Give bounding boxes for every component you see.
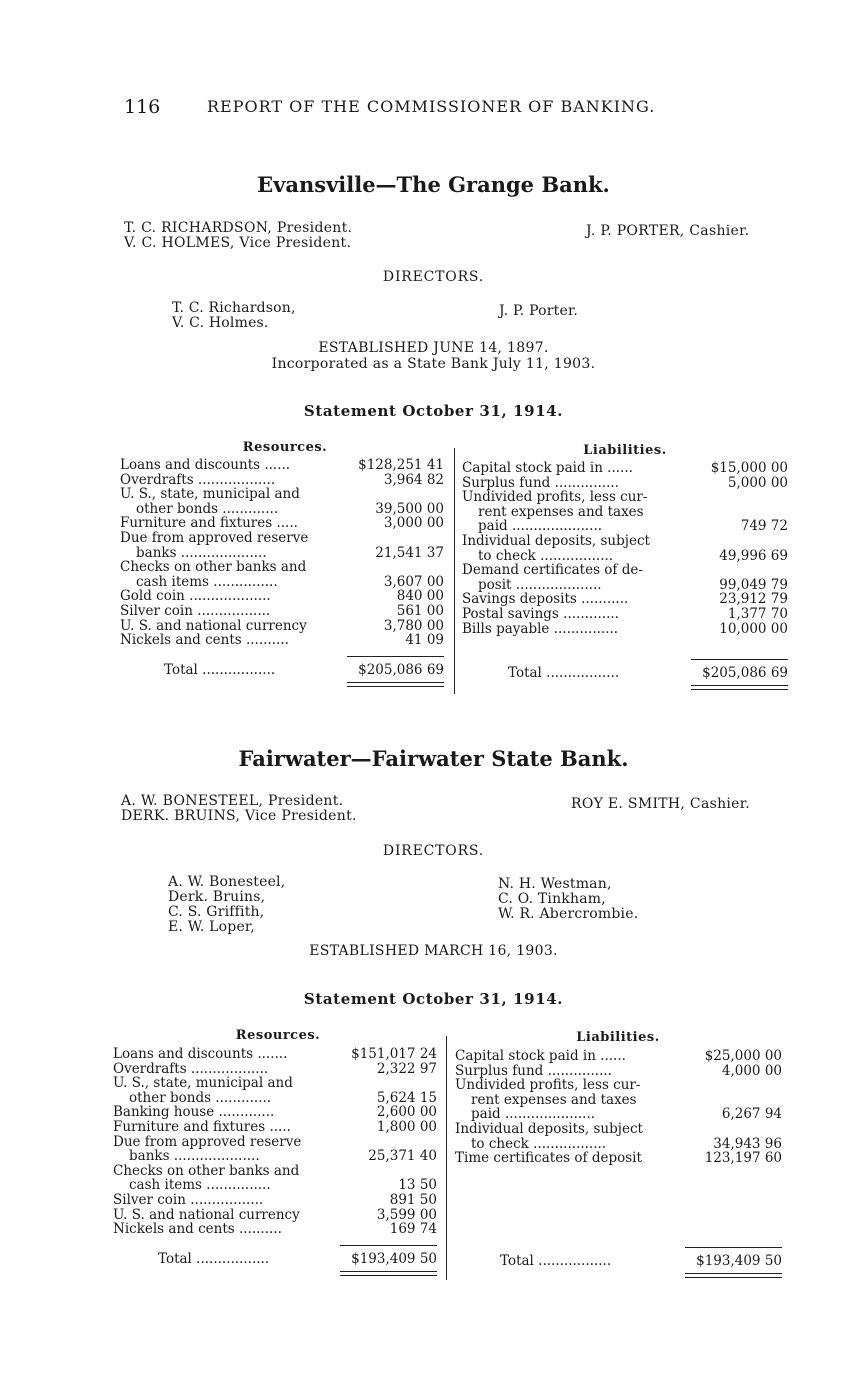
officers-left [121,794,357,824]
total-label: Total ................. [164,662,276,678]
ledger-label: paid ..................... [471,1107,596,1122]
ledger-label: rent expenses and taxes [471,1092,637,1108]
ledger-row [462,549,788,564]
ledger-amount: 34,943 96 [713,1135,782,1152]
ledger-row [462,592,788,607]
liabilities-total-row [500,1253,782,1269]
double-rule-bottom [347,686,444,687]
ledger-row [113,1091,437,1106]
bank-title: Fairwater—Fairwater State Bank. [238,746,629,771]
ledger-row [120,516,444,531]
ledger-row [462,461,788,476]
ledger-amount: 3,607 00 [383,573,444,590]
officer-cashier: ROY E. SMITH, Cashier. [571,796,750,812]
double-rule-bottom [340,1275,437,1276]
ledger-label: Overdrafts .................. [113,1061,269,1077]
director-name: C. O. Tinkham, [498,891,606,907]
ledger-amount: 99,049 79 [719,576,788,593]
ledger-label: to check ................. [471,1136,607,1152]
ledger-label: Bills payable ............... [462,621,619,637]
ledger-label: Gold coin ................... [120,589,271,604]
ledger-amount: 3,964 82 [383,471,444,488]
ledger-amount: 3,780 00 [383,617,444,634]
directors-heading: DIRECTORS. [382,843,485,859]
director-name: J. P. Porter. [499,303,578,319]
double-rule-top [347,682,444,683]
ledger-label: Surplus fund ............... [462,475,619,491]
officer-cashier: J. P. PORTER, Cashier. [586,223,750,239]
ledger-label: Silver coin ................. [120,603,271,619]
ledger-row [455,1078,782,1093]
resources-ledger [120,458,444,648]
resources-heading: Resources. [235,1028,321,1043]
total-amount: $193,409 50 [696,1253,782,1269]
officer-vice-president: V. C. HOLMES, Vice President. [124,235,352,251]
subtotal-rule [691,659,788,660]
established-note [0,340,867,372]
directors-right [499,304,578,319]
directors-left [172,301,296,331]
subtotal-rule [347,656,444,657]
ledger-label: Capital stock paid in ...... [462,461,633,476]
ledger-label: U. S. and national currency [120,618,307,634]
ledger-label: Checks on other banks and [113,1163,300,1179]
ledger-label: Loans and discounts ....... [113,1047,288,1062]
ledger-row [455,1122,782,1137]
ledger-label: to check ................. [478,548,614,564]
ledger-label: Capital stock paid in ...... [455,1049,626,1064]
statement-title: Statement October 31, 1914. [303,402,564,420]
ledger-row [455,1137,782,1152]
ledger-row [462,519,788,534]
ledger-amount: 10,000 00 [719,620,788,637]
ledger-label: cash items ............... [136,574,278,590]
ledger-amount: 840 00 [396,588,444,605]
ledger-row [455,1049,782,1064]
ledger-row [462,622,788,637]
director-name: V. C. Holmes. [172,315,269,331]
ledger-amount: 169 74 [389,1221,437,1238]
ledger-label: Banking house ............. [113,1105,275,1120]
ledger-row [462,563,788,578]
ledger-row [120,473,444,488]
ledger-label: Undivided profits, less cur- [462,490,648,505]
double-rule-top [340,1271,437,1272]
ledger-label: Savings deposits ........... [462,592,629,607]
ledger-label: Overdrafts .................. [120,472,276,488]
double-rule-bottom [691,689,788,690]
ledger-amount: 39,500 00 [375,500,444,517]
running-head [0,96,867,122]
director-name: T. C. Richardson, [172,300,296,316]
ledger-label: Due from approved reserve [120,530,309,546]
ledger-amount: 561 00 [396,602,444,619]
ledger-row [113,1164,437,1179]
ledger-row [462,490,788,505]
ledger-label: banks .................... [136,545,267,561]
subtotal-rule [685,1247,782,1248]
incorporated-line: Incorporated as a State Bank July 11, 1903. [271,356,596,372]
ledger-label: other bonds ............. [136,501,279,517]
ledger-row [120,633,444,648]
ledger-amount: $15,000 00 [710,460,788,476]
ledger-row [120,546,444,561]
ledger-amount: 2,322 97 [376,1060,437,1077]
ledger-row [462,505,788,520]
ledger-amount: 3,599 00 [376,1206,437,1223]
ledger-row [113,1076,437,1091]
ledger-row [120,502,444,517]
officer-president: T. C. RICHARDSON, President. [124,220,353,236]
liabilities-total-row [508,665,788,681]
running-title: REPORT OF THE COMMISSIONER OF BANKING. [207,97,656,116]
ledger-label: Furniture and fixtures ..... [120,516,298,531]
ledger-row [120,575,444,590]
ledger-row [113,1120,437,1135]
total-label: Total ................. [158,1251,270,1267]
ledger-row [113,1178,437,1193]
ledger-label: Surplus fund ............... [455,1063,612,1079]
ledger-row [462,607,788,622]
ledger-amount: 25,371 40 [368,1148,437,1165]
directors-heading: DIRECTORS. [382,269,485,285]
ledger-label: cash items ............... [129,1178,271,1193]
ledger-amount: 891 50 [389,1191,437,1208]
total-amount: $193,409 50 [351,1251,437,1267]
ledger-row [455,1151,782,1166]
ledger-label: Nickels and cents .......... [113,1222,282,1237]
double-rule-top [691,685,788,686]
total-label: Total ................. [500,1253,612,1269]
ledger-label: Loans and discounts ...... [120,458,291,473]
ledger-label: Silver coin ................. [113,1192,264,1208]
ledger-label: Undivided profits, less cur- [455,1078,641,1093]
ledger-row [113,1149,437,1164]
ledger-label: paid ..................... [478,519,603,534]
ledger-row [455,1064,782,1079]
ledger-row [113,1193,437,1208]
ledger-row [462,476,788,491]
director-name: W. R. Abercrombie. [498,906,639,922]
total-label: Total ................. [508,665,620,681]
double-rule-top [685,1273,782,1274]
resources-total-row [158,1251,437,1267]
officer-president: A. W. BONESTEEL, President. [121,793,344,809]
ledger-amount: 749 72 [740,518,788,535]
ledger-amount: 2,600 00 [376,1104,437,1121]
ledger-row [113,1062,437,1077]
ledger-label: banks .................... [129,1149,260,1164]
established-line: ESTABLISHED JUNE 14, 1897. [318,340,549,356]
ledger-amount: $25,000 00 [704,1048,782,1064]
officers-left [124,221,352,251]
ledger-amount: $151,017 24 [351,1046,437,1062]
ledger-row [113,1222,437,1237]
ledger-label: rent expenses and taxes [478,504,644,520]
ledger-label: Due from approved reserve [113,1134,302,1150]
ledger-row [462,534,788,549]
ledger-amount: 5,000 00 [727,474,788,491]
ledger-label: Demand certificates of de- [462,563,643,578]
directors-left [168,875,285,935]
ledger-row [120,458,444,473]
ledger-label: Individual deposits, subject [462,533,650,549]
ledger-label: other bonds ............. [129,1090,272,1106]
page-number: 116 [124,96,161,118]
ledger-label: Furniture and fixtures ..... [113,1119,291,1135]
director-name: C. S. Griffith, [168,904,265,920]
ledger-amount: $128,251 41 [358,457,444,473]
ledger-row [120,589,444,604]
established-note [0,943,867,959]
director-name: Derk. Bruins, [168,889,266,905]
ledger-row [455,1107,782,1122]
ledger-amount: 6,267 94 [721,1106,782,1123]
director-name: E. W. Loper, [168,919,255,935]
ledger-row [120,604,444,619]
ledger-amount: 49,996 69 [719,547,788,564]
ledger-label: Postal savings ............. [462,606,619,622]
liabilities-heading: Liabilities. [583,443,667,458]
ledger-amount: 13 50 [398,1177,437,1194]
ledger-row [120,487,444,502]
resources-total-row [164,662,444,678]
resources-heading: Resources. [242,440,328,455]
directors-right [498,877,638,922]
ledger-label: Checks on other banks and [120,560,307,575]
liabilities-ledger [462,461,788,636]
ledger-amount: 23,912 79 [719,591,788,608]
ledger-amount: 21,541 37 [375,544,444,561]
ledger-row [455,1093,782,1108]
bank-title: Evansville—The Grange Bank. [257,172,610,197]
column-divider [446,1036,447,1280]
ledger-row [120,619,444,634]
officer-vice-president: DERK. BRUINS, Vice President. [121,808,357,824]
ledger-amount: 123,197 60 [704,1150,782,1167]
ledger-row [113,1105,437,1120]
statement-title: Statement October 31, 1914. [303,990,564,1008]
ledger-amount: 1,377 70 [727,605,788,622]
ledger-label: U. S. and national currency [113,1207,300,1223]
liabilities-ledger [455,1049,782,1166]
ledger-row [120,531,444,546]
ledger-amount: 41 09 [405,632,444,649]
ledger-row [462,578,788,593]
double-rule-bottom [685,1277,782,1278]
subtotal-rule [340,1245,437,1246]
ledger-amount: 3,000 00 [383,515,444,532]
total-amount: $205,086 69 [358,662,444,678]
liabilities-heading: Liabilities. [576,1030,660,1045]
resources-ledger [113,1047,437,1237]
total-amount: $205,086 69 [702,665,788,681]
ledger-amount: 1,800 00 [376,1118,437,1135]
director-name: N. H. Westman, [498,876,612,892]
ledger-label: Nickels and cents .......... [120,633,289,648]
ledger-label: Time certificates of deposit [455,1151,642,1166]
established-line: ESTABLISHED MARCH 16, 1903. [309,943,558,959]
ledger-label: U. S., state, municipal and [120,487,300,502]
ledger-label: Individual deposits, subject [455,1121,643,1137]
ledger-row [113,1135,437,1150]
ledger-amount: 4,000 00 [721,1062,782,1079]
director-name: A. W. Bonesteel, [168,874,286,890]
ledger-label: U. S., state, municipal and [113,1076,293,1091]
ledger-row [120,560,444,575]
column-divider [454,448,455,694]
ledger-label: posit .................... [478,577,602,593]
ledger-row [113,1208,437,1223]
ledger-row [113,1047,437,1062]
ledger-amount: 5,624 15 [376,1089,437,1106]
